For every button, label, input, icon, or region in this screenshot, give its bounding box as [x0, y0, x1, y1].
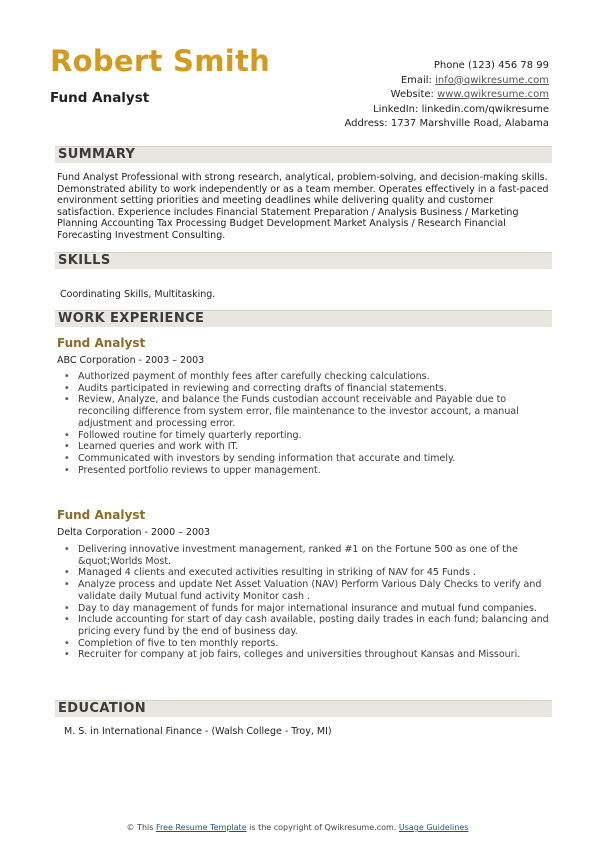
- list-item: • Day to day management of funds for major international insurance and mutual fund companies.: [64, 602, 537, 614]
- linkedin-value: linkedin.com/qwikresume: [421, 103, 549, 115]
- list-item: • Authorized payment of monthly fees after carefully checking calculations.: [64, 371, 430, 382]
- summary-heading: SUMMARY: [58, 147, 136, 162]
- bullet-dot-icon: •: [64, 371, 70, 382]
- email-link[interactable]: info@qwikresume.com: [435, 74, 549, 86]
- list-item: • Completion of five to ten monthly reports.: [64, 637, 279, 649]
- list-item: • Analyze process and update Net Asset Valuation (NAV) Perform Various Daly Checks to verify and validate daily Mutual fund activity Monitor cash .: [64, 579, 542, 602]
- skills-heading: SKILLS: [58, 253, 111, 268]
- skills-text: Coordinating Skills, Multitasking.: [60, 289, 216, 300]
- phone-value: (123) 456 78 99: [468, 60, 549, 71]
- contact-block: [344, 59, 549, 132]
- footer-prefix: © This: [126, 823, 154, 832]
- address-label: Address:: [344, 118, 388, 129]
- linkedin-label: LinkedIn:: [373, 103, 419, 115]
- education-section-header: [55, 700, 552, 717]
- list-item: • Managed 4 clients and executed activities resulting in striking of NAV for 45 Funds .: [64, 567, 476, 579]
- job-1-title: Fund Analyst: [57, 336, 146, 350]
- contact-linkedin-row: [344, 103, 549, 118]
- bullet-dot-icon: •: [64, 579, 70, 591]
- list-item: • Communicated with investors by sending information that accurate and timely.: [64, 452, 456, 464]
- phone-label: Phone: [433, 60, 465, 71]
- job-2-company: Delta Corporation - 2000 – 2003: [57, 527, 211, 538]
- summary-text: Fund Analyst Professional with strong research, analytical, problem-solving, and decision-making skills. Demonstrated ability to work independently or as a team member. Operates effectively in a fast-paced environment setting priorities and meeting deadlines while delivering quality and customer satisfaction. Experience includes Financial Statement Preparation / Analysis Business / Marketing Planning Accounting Tax Processing Budget Development Market Analysis / Research Financial Forecasting Investment Consulting.: [57, 172, 549, 241]
- job-2-bullets: [62, 544, 552, 661]
- skills-section-header: [55, 252, 552, 269]
- experience-section-header: [55, 310, 552, 327]
- address-value: 1737 Marshville Road, Alabama: [390, 118, 549, 129]
- candidate-name: Robert Smith: [50, 44, 271, 78]
- contact-email-row: [344, 74, 549, 89]
- bullet-dot-icon: •: [64, 441, 70, 453]
- list-item: • Presented portfolio reviews to upper management.: [64, 464, 321, 476]
- list-item: • Review, Analyze, and balance the Funds custodian account receivable and Payable due to reconciling difference from system error, file maintenance to the investor account, a manual adjustment and processing error.: [64, 394, 519, 429]
- footer-middle: is the copyright of Qwikresume.com.: [249, 823, 397, 832]
- bullet-dot-icon: •: [64, 544, 70, 555]
- list-item: • Learned queries and work with IT.: [64, 441, 239, 453]
- bullet-dot-icon: •: [64, 452, 70, 464]
- job-2-title: Fund Analyst: [57, 508, 146, 522]
- contact-phone-row: [344, 59, 549, 74]
- bullet-dot-icon: •: [64, 567, 70, 579]
- candidate-title: Fund Analyst: [50, 90, 150, 106]
- bullet-dot-icon: •: [64, 614, 70, 626]
- bullet-dot-icon: •: [64, 394, 70, 406]
- bullet-dot-icon: •: [64, 637, 70, 649]
- bullet-dot-icon: •: [64, 382, 70, 394]
- website-link[interactable]: www.qwikresume.com: [437, 89, 549, 100]
- free-resume-template-link[interactable]: Free Resume Template: [155, 823, 247, 832]
- list-item: • Audits participated in reviewing and correcting drafts of financial statements.: [64, 382, 447, 394]
- education-text: M. S. in International Finance - (Walsh College - Troy, MI): [64, 726, 332, 737]
- summary-section-header: [55, 146, 552, 163]
- experience-heading: WORK EXPERIENCE: [58, 311, 205, 326]
- bullet-dot-icon: •: [64, 429, 70, 441]
- list-item: • Delivering innovative investment management, ranked #1 on the Fortune 500 as one of the &quot;Worlds Most.: [64, 544, 518, 567]
- bullet-dot-icon: •: [64, 649, 70, 661]
- bullet-dot-icon: •: [64, 602, 70, 614]
- education-heading: EDUCATION: [58, 701, 147, 716]
- job-1-company: ABC Corporation - 2003 – 2003: [57, 355, 205, 366]
- list-item: • Recruiter for company at job fairs, colleges and universities throughout Kansas and Missouri.: [64, 649, 521, 661]
- list-item: • Followed routine for timely quarterly reporting.: [64, 429, 302, 441]
- list-item: • Include accounting for start of day cash available, posting daily trades in each fund; balancing and pricing every fund by the end of business day.: [64, 614, 549, 637]
- contact-address-row: [344, 117, 549, 132]
- usage-guidelines-link[interactable]: Usage Guidelines: [398, 823, 469, 832]
- contact-website-row: [344, 88, 549, 103]
- website-label: Website:: [390, 89, 434, 100]
- bullet-dot-icon: •: [64, 464, 70, 476]
- footer: [0, 823, 595, 832]
- email-label: Email:: [400, 74, 432, 86]
- job-1-bullets: [62, 371, 552, 476]
